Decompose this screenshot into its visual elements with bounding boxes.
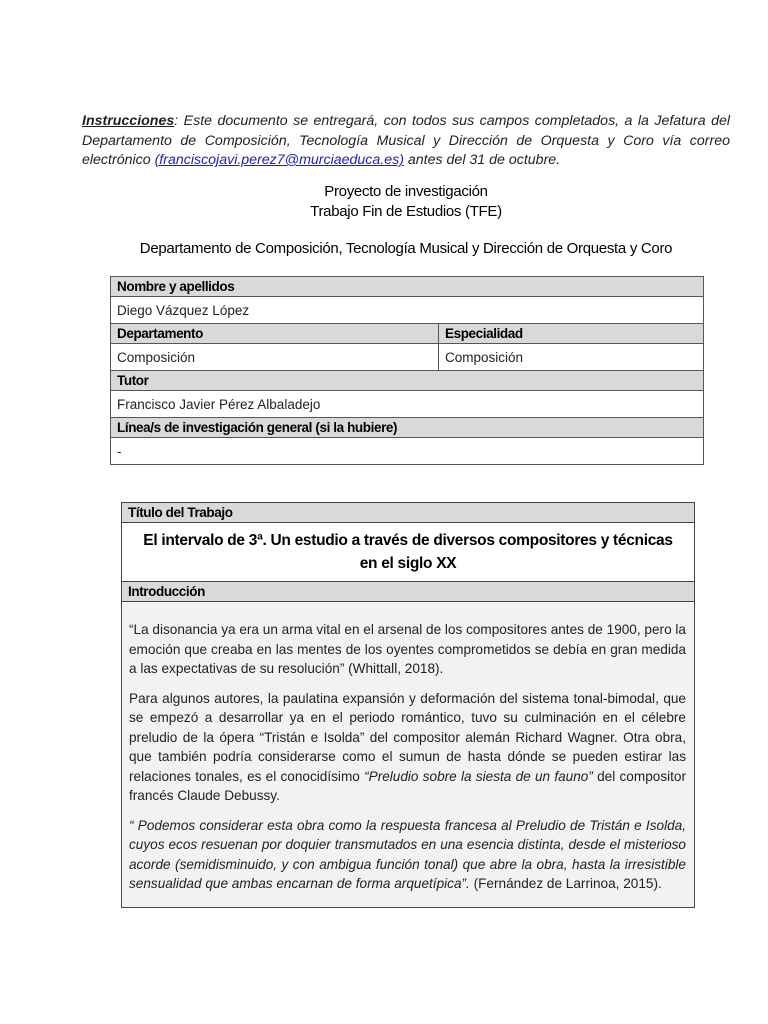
work-section (121, 502, 695, 908)
specialty-label: Especialidad (439, 324, 704, 344)
tutor-value: Francisco Javier Pérez Albaladejo (111, 391, 704, 418)
research-line-label: Línea/s de investigación general (si la hubiere) (111, 418, 704, 438)
instructions-label: Instrucciones (82, 113, 175, 129)
instructions-deadline: antes del 31 de octubre. (403, 152, 561, 168)
document-heading (82, 182, 730, 222)
intro-quote: “ Podemos considerar esta obra como la respuesta francesa al Preludio de Tristán e Isolda, cuyos ecos resuenan por doquier transmutados en una esencia distinta, desde el misterioso acorde (semidisminuido, y con ambigua función tonal) que abre la obra, hasta la irresistible sensualidad que ambas encarnan de forma arquetípica”. (129, 817, 686, 891)
intro-p2-text: Para algunos autores, la paulatina expansión y deformación del sistema tonal-bimodal, que se empezó a desarrollar ya en el periodo romántico, tuvo su culminación en el célebre preludio de la ópera “Tristán e Isolda” del compositor alemán Richard Wagner. Otra obra, que también podría considerarse como el sumun de hasta dónde se pueden estirar las relaciones tonales, es el conocidísimo (129, 690, 686, 784)
research-line-value: - (111, 438, 704, 465)
work-title-label: Título del Trabajo (122, 503, 694, 523)
introduction-body (122, 602, 694, 894)
email-link[interactable]: (franciscojavi.perez7@murciaeduca.es) (154, 152, 404, 168)
department-value: Composición (111, 344, 439, 371)
intro-p2-end: del compositor francés Claude Debussy. (129, 768, 686, 803)
department-heading: Departamento de Composición, Tecnología Musical y Dirección de Orquesta y Coro (139, 240, 673, 257)
student-info-table (110, 276, 704, 465)
name-label: Nombre y apellidos (111, 277, 704, 297)
heading-line-2: Trabajo Fin de Estudios (TFE) (310, 203, 502, 220)
intro-citation: (Fernández de Larrinoa, 2015). (469, 876, 662, 891)
intro-p2-italic: “Preludio sobre la siesta de un fauno” (364, 768, 593, 784)
heading-line-1: Proyecto de investigación (324, 183, 488, 200)
intro-paragraph-2 (129, 689, 686, 806)
instructions-text: : Este documento se entregará, con todos sus campos completados, a la Jefatura del Departamento de Composición, Tecnología Musical y Dirección de Orquesta y Coro vía correo electrónico (82, 113, 730, 168)
department-label: Departamento (111, 324, 439, 344)
work-title-value: El intervalo de 3ª. Un estudio a través de diversos compositores y técnicas en el siglo XX (122, 523, 694, 582)
name-value: Diego Vázquez López (111, 297, 704, 324)
intro-paragraph-3 (129, 816, 686, 894)
introduction-label: Introducción (122, 582, 694, 602)
instructions-paragraph (82, 112, 730, 171)
tutor-label: Tutor (111, 371, 704, 391)
specialty-value: Composición (439, 344, 704, 371)
intro-paragraph-1: “La disonancia ya era un arma vital en el arsenal de los compositores antes de 1900, pero la emoción que creaba en las mentes de los oyentes comprometidos se debía en gran medida a las expectativas de su resolución” (Whittall, 2018). (129, 622, 686, 676)
